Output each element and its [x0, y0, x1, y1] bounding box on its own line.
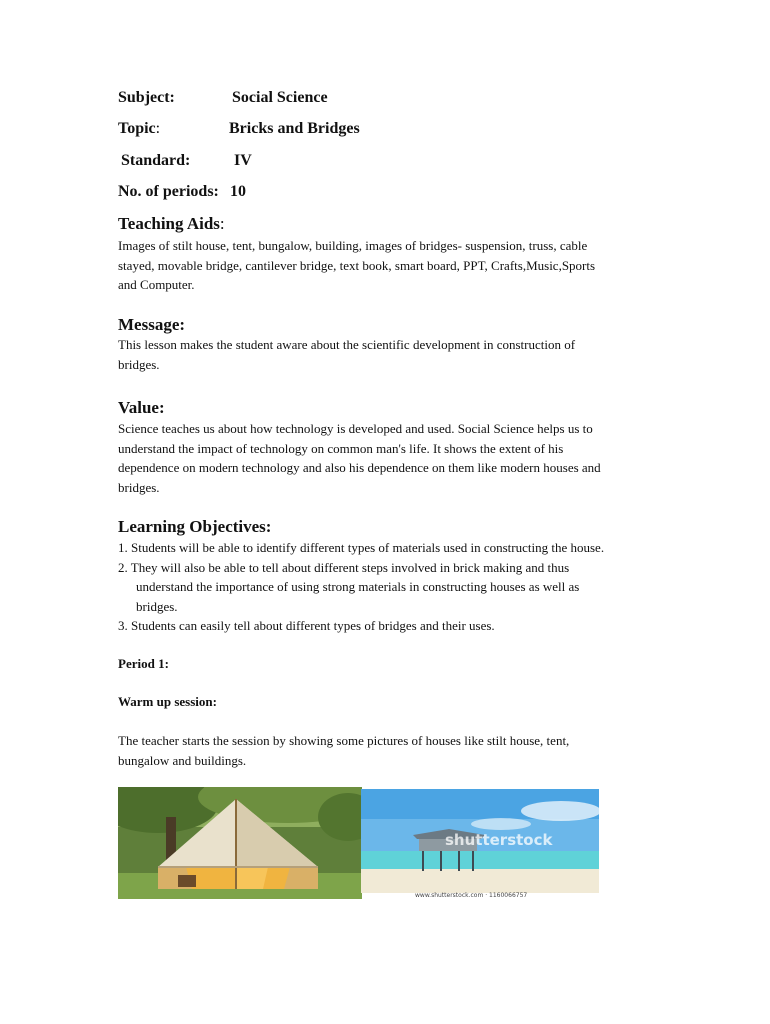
- objectives-list: [118, 538, 678, 636]
- objective-item-3: 3. Students can easily tell about different types of bridges and their uses.: [118, 618, 495, 633]
- period-line: The teacher starts the session by showing some pictures of houses like stilt house, tent,: [118, 733, 570, 748]
- teaching-aids-colon: :: [219, 214, 225, 233]
- periods-value: 10: [230, 183, 246, 200]
- period-line: bungalow and buildings.: [118, 752, 247, 768]
- stilt-house-caption: www.shutterstock.com · 1160066757: [415, 892, 528, 899]
- topic-value: Bricks and Bridges: [229, 120, 360, 137]
- objectives-heading: Learning Objectives:: [118, 517, 272, 536]
- value-text: [118, 419, 658, 497]
- teaching-aids-line: stayed, movable bridge, cantilever bridge, text book, smart board, PPT, Crafts,Music,Sports: [118, 257, 596, 273]
- value-line: dependence on modern technology and also his dependence on them like modern houses and: [118, 460, 601, 475]
- value-heading: Value:: [118, 398, 165, 417]
- message-text: [118, 335, 658, 374]
- teaching-aids-title: Teaching Aids: [118, 214, 220, 233]
- objective-item-2-cont: understand the importance of using strong materials in constructing houses as well as: [136, 579, 580, 594]
- standard-label: Standard:: [121, 152, 191, 169]
- teaching-aids-line: and Computer.: [118, 277, 195, 292]
- message-line: bridges.: [118, 356, 160, 372]
- topic-label: Topic: [118, 120, 156, 137]
- topic-colon: :: [155, 120, 161, 137]
- objective-item-1: 1. Students will be able to identify different types of materials used in constructing the house.: [118, 540, 605, 555]
- period-title: Period 1:: [118, 656, 169, 671]
- subject-value: Social Science: [232, 89, 328, 106]
- shutterstock-watermark: shutterstock: [445, 831, 553, 849]
- teaching-aids-heading: [118, 214, 225, 234]
- period-text: [118, 731, 658, 770]
- subject-label: Subject:: [118, 89, 175, 106]
- teaching-aids-text: [118, 236, 658, 295]
- message-line: This lesson makes the student aware about the scientific development in construction of: [118, 337, 576, 352]
- value-line: Science teaches us about how technology is developed and used. Social Science helps us to: [118, 421, 593, 436]
- warmup-title: Warm up session:: [118, 694, 217, 709]
- tent-image: [118, 787, 362, 899]
- value-line: understand the impact of technology on common man's life. It shows the extent of his: [118, 440, 564, 456]
- standard-value: IV: [234, 152, 252, 169]
- stilt-house-image: [361, 789, 599, 893]
- objective-item-2-cont: bridges.: [136, 598, 178, 614]
- message-heading: Message:: [118, 315, 186, 334]
- teaching-aids-line: Images of stilt house, tent, bungalow, building, images of bridges- suspension, truss, cable: [118, 238, 588, 253]
- value-line: bridges.: [118, 479, 160, 495]
- topic-label-wrap: [118, 120, 160, 138]
- periods-label: No. of periods:: [118, 183, 219, 200]
- objective-item-2: 2. They will also be able to tell about different steps involved in brick making and thus: [118, 559, 570, 575]
